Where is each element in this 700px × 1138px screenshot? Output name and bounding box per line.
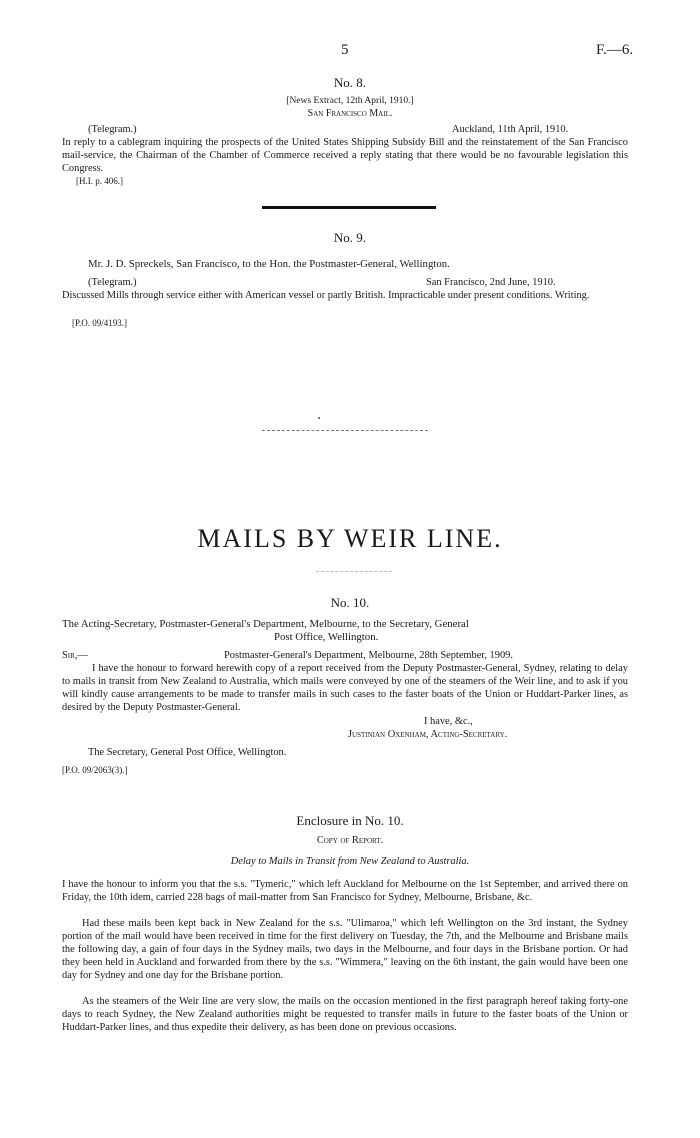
item-8-telegram: (Telegram.) — [88, 124, 137, 135]
item-8-body: In reply to a cablegram inquiring the prospects of the United States Shipping Subsidy Bill and the reinstatement of the San Francisco mail-service, the Chairman of the Chamber of Commerce received a reply stating that there would be no favourable legislation this Congress. — [62, 137, 628, 174]
item-10-place-date: Postmaster-General's Department, Melbourne, 28th September, 1909. — [224, 650, 513, 661]
item-8-reference: [H.I. p. 406.] — [76, 176, 123, 186]
item-9-address: Mr. J. D. Spreckels, San Francisco, to the Hon. the Postmaster-General, Wellington. — [88, 258, 450, 270]
section-title: MAILS BY WEIR LINE. — [197, 524, 503, 553]
enclosure-paragraph-2: Had these mails been kept back in New Zealand for the s.s. "Ulimaroa," which left Wellington on the 3rd instant, the Sydney portion of the mail would have been received in time for the first delivery on Tuesday, the 7th, and the Melbourne and Brisbane mails the following day, a gain of four days in the Sydney mails, two days in the Melbourne, and four days in the Brisbane portion. Or had they been held in Auckland and forwarded from there by the s.s. "Wimmera," leaving on the 6th instant, the gain would have been one day for Sydney and one day for the Brisbane portion. — [62, 918, 628, 981]
item-9-body: Discussed Mills through service either with American vessel or partly British. Impracticable under present conditions. Writing. — [62, 290, 590, 301]
document-code: F.—6. — [596, 42, 634, 58]
item-10-recipient: The Secretary, General Post Office, Wellington. — [88, 747, 287, 758]
item-10-salutation: Sir,— — [62, 650, 88, 661]
item-10-address-line1: The Acting-Secretary, Postmaster-General's Department, Melbourne, to the Secretary, General — [62, 618, 469, 630]
item-9-reference: [P.O. 09/4193.] — [72, 318, 128, 328]
item-9-telegram: (Telegram.) — [88, 277, 137, 288]
enclosure-paragraph-1: I have the honour to inform you that the s.s. "Tymeric," which left Auckland for Melbourne on the 1st September, and arrived there on Friday, the 10th idem, carried 228 bags of mail-matter from San Francisco for Sydney, Melbourne, Brisbane, &c. — [62, 879, 628, 903]
item-10-closing: I have, &c., — [424, 716, 473, 727]
item-8-subject: San Francisco Mail. — [307, 108, 393, 119]
item-9-place-date: San Francisco, 2nd June, 1910. — [426, 277, 556, 288]
item-10-signature: Justinian Oxenham, Acting-Secretary. — [348, 729, 508, 740]
item-10-number: No. 10. — [330, 595, 370, 610]
item-9-number: No. 9. — [333, 230, 367, 245]
title-dashed-line — [316, 571, 392, 572]
separator-dashed-line — [262, 430, 428, 431]
enclosure-title: Enclosure in No. 10. — [296, 813, 404, 828]
enclosure-heading: Delay to Mails in Transit from New Zealand to Australia. — [230, 856, 470, 867]
item-8-place-date: Auckland, 11th April, 1910. — [452, 124, 569, 135]
separator-dot — [318, 417, 320, 419]
enclosure-subtitle: Copy of Report. — [316, 835, 384, 846]
item-10-reference: [P.O. 09/2063(3).] — [62, 765, 128, 775]
section-divider — [262, 206, 436, 209]
item-8-source: [News Extract, 12th April, 1910.] — [286, 96, 414, 106]
item-8-number: No. 8. — [333, 75, 367, 90]
enclosure-paragraph-3: As the steamers of the Weir line are very slow, the mails on the occasion mentioned in the first paragraph hereof taking forty-one days to reach Sydney, the New Zealand authorities might be requested to transfer mails in future to the faster boats of the Union or Huddart-Parker lines, and thus expedite their delivery, as has been done on previous occasions. — [62, 996, 628, 1033]
item-10-address-line2: Post Office, Wellington. — [274, 631, 379, 643]
page-number: 5 — [341, 42, 349, 58]
item-10-body: I have the honour to forward herewith copy of a report received from the Deputy Postmaster-General, Sydney, relating to delay to mails in transit from New Zealand to Australia, which mails were conveyed by one of the steamers of the Weir line, and to ask if you will kindly cause arrangements to be made to transfer mails in such cases to the faster boats of the Union or Huddart-Parker lines, as desired by the Deputy Postmaster-General. — [62, 663, 628, 713]
